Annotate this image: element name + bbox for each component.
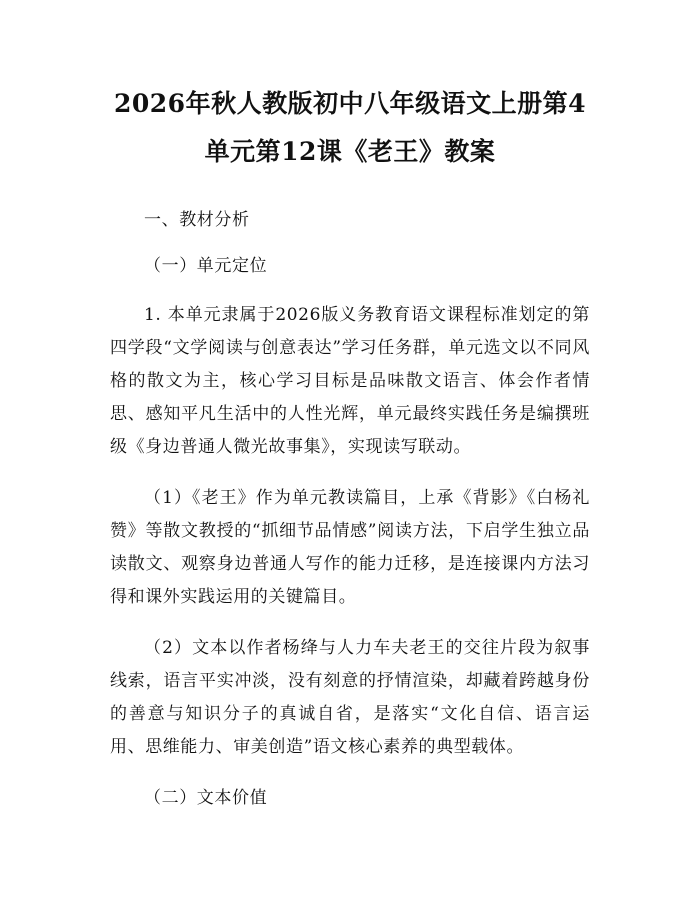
- paragraph-text-features: （2）文本以作者杨绛与人力车夫老王的交往片段为叙事线索，语言平实冲淡，没有刻意的抒情渲染，却藏着跨越身份的善意与知识分子的真诚自省，是落实“文化自信、语言运用、思维能力、审美创造”语文核心素养的典型载体。: [110, 638, 590, 757]
- subsection-heading-text-value: （二）文本价值: [144, 788, 268, 808]
- paragraph-teaching-role: （1）《老王》作为单元教读篇目，上承《背影》《白杨礼赞》等散文教授的“抓细节品情感”阅读方法，下启学生独立品读散文、观察身边普通人写作的能力迁移，是连接课内方法习得和课外实践运用的关键篇目。: [110, 488, 590, 607]
- subsection-heading-unit-position: （一）单元定位: [144, 256, 268, 276]
- document-title: 2026年秋人教版初中八年级语文上册第4单元第12课《老王》教案: [114, 89, 586, 166]
- paragraph-unit-overview: 1. 本单元隶属于2026版义务教育语文课程标准划定的第四学段“文学阅读与创意表达”学习任务群，单元选文以不同风格的散文为主，核心学习目标是品味散文语言、体会作者情思、感知平凡生活中的人性光辉，单元最终实践任务是编撰班级《身边普通人微光故事集》，实现读写联动。: [110, 305, 590, 457]
- section-heading-textbook-analysis: 一、教材分析: [144, 210, 250, 230]
